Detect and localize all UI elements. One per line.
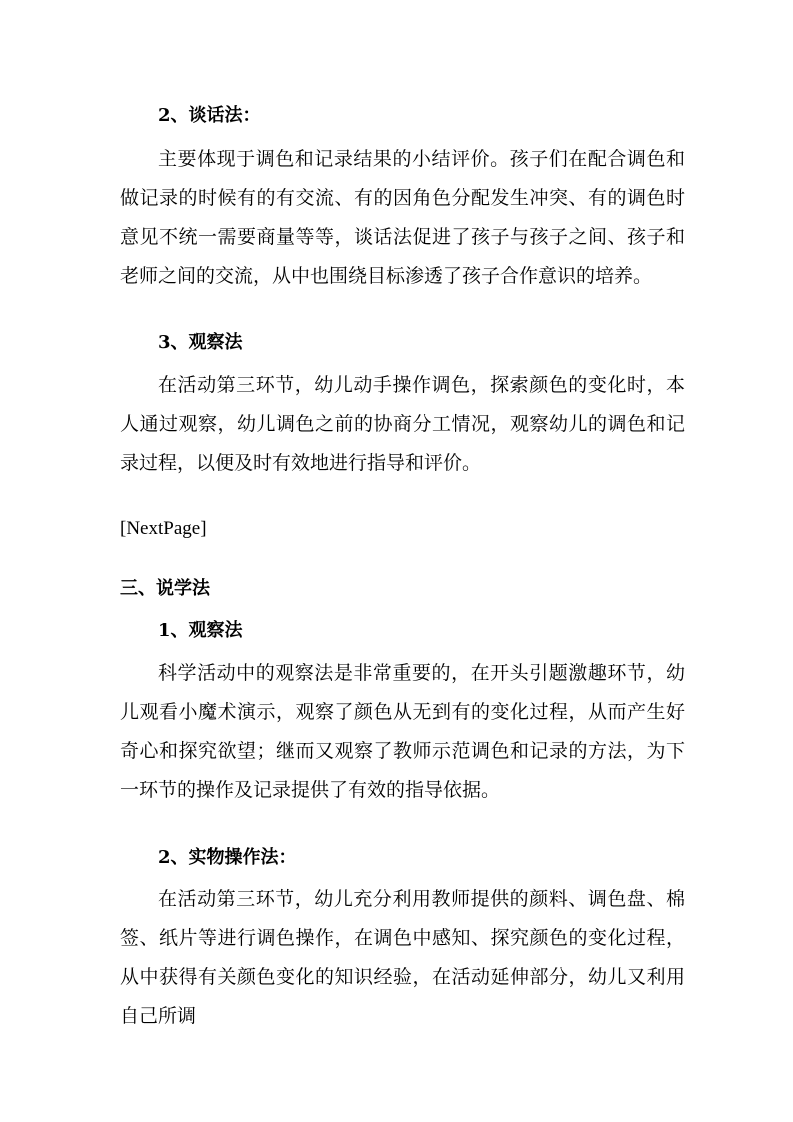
paragraph-observation-method: 在活动第三环节，幼儿动手操作调色，探索颜色的变化时，本人通过观察，幼儿调色之前的协商分工情况，观察幼儿的调色和记录过程，以便及时有效地进行指导和评价。 (120, 374, 685, 474)
paragraph-learn-observation: 科学活动中的观察法是非常重要的，在开头引题激趣环节，幼儿观看小魔术演示，观察了颜色从无到有的变化过程，从而产生好奇心和探究欲望；继而又观察了教师示范调色和记录的方法，为下一环节的操作及记录提供了有效的指导依据。 (120, 662, 685, 801)
paragraph-hands-on-method: 在活动第三环节，幼儿充分利用教师提供的颜料、调色盘、棉签、纸片等进行调色操作，在调色中感知、探究颜色的变化过程，从中获得有关颜色变化的知识经验，在活动延伸部分，幼儿又利用自己所调 (120, 888, 685, 1027)
part-heading-learning-methods: 三、说学法 (120, 578, 210, 599)
section-heading-hands-on-method: 2、实物操作法： (158, 847, 297, 868)
paragraph-talk-method: 主要体现于调色和记录结果的小结评价。孩子们在配合调色和做记录的时候有的有交流、有的因角色分配发生冲突、有的调色时意见不统一需要商量等等，谈话法促进了孩子与孩子之间、孩子和老师之间的交流，从中也围绕目标渗透了孩子合作意识的培养。 (120, 148, 685, 287)
page-break-marker: [NextPage] (120, 518, 207, 539)
section-heading-talk-method: 2、谈话法： (158, 105, 261, 126)
section-heading-observation-method: 3、观察法 (158, 332, 243, 353)
section-heading-learn-observation: 1、观察法 (158, 620, 243, 641)
